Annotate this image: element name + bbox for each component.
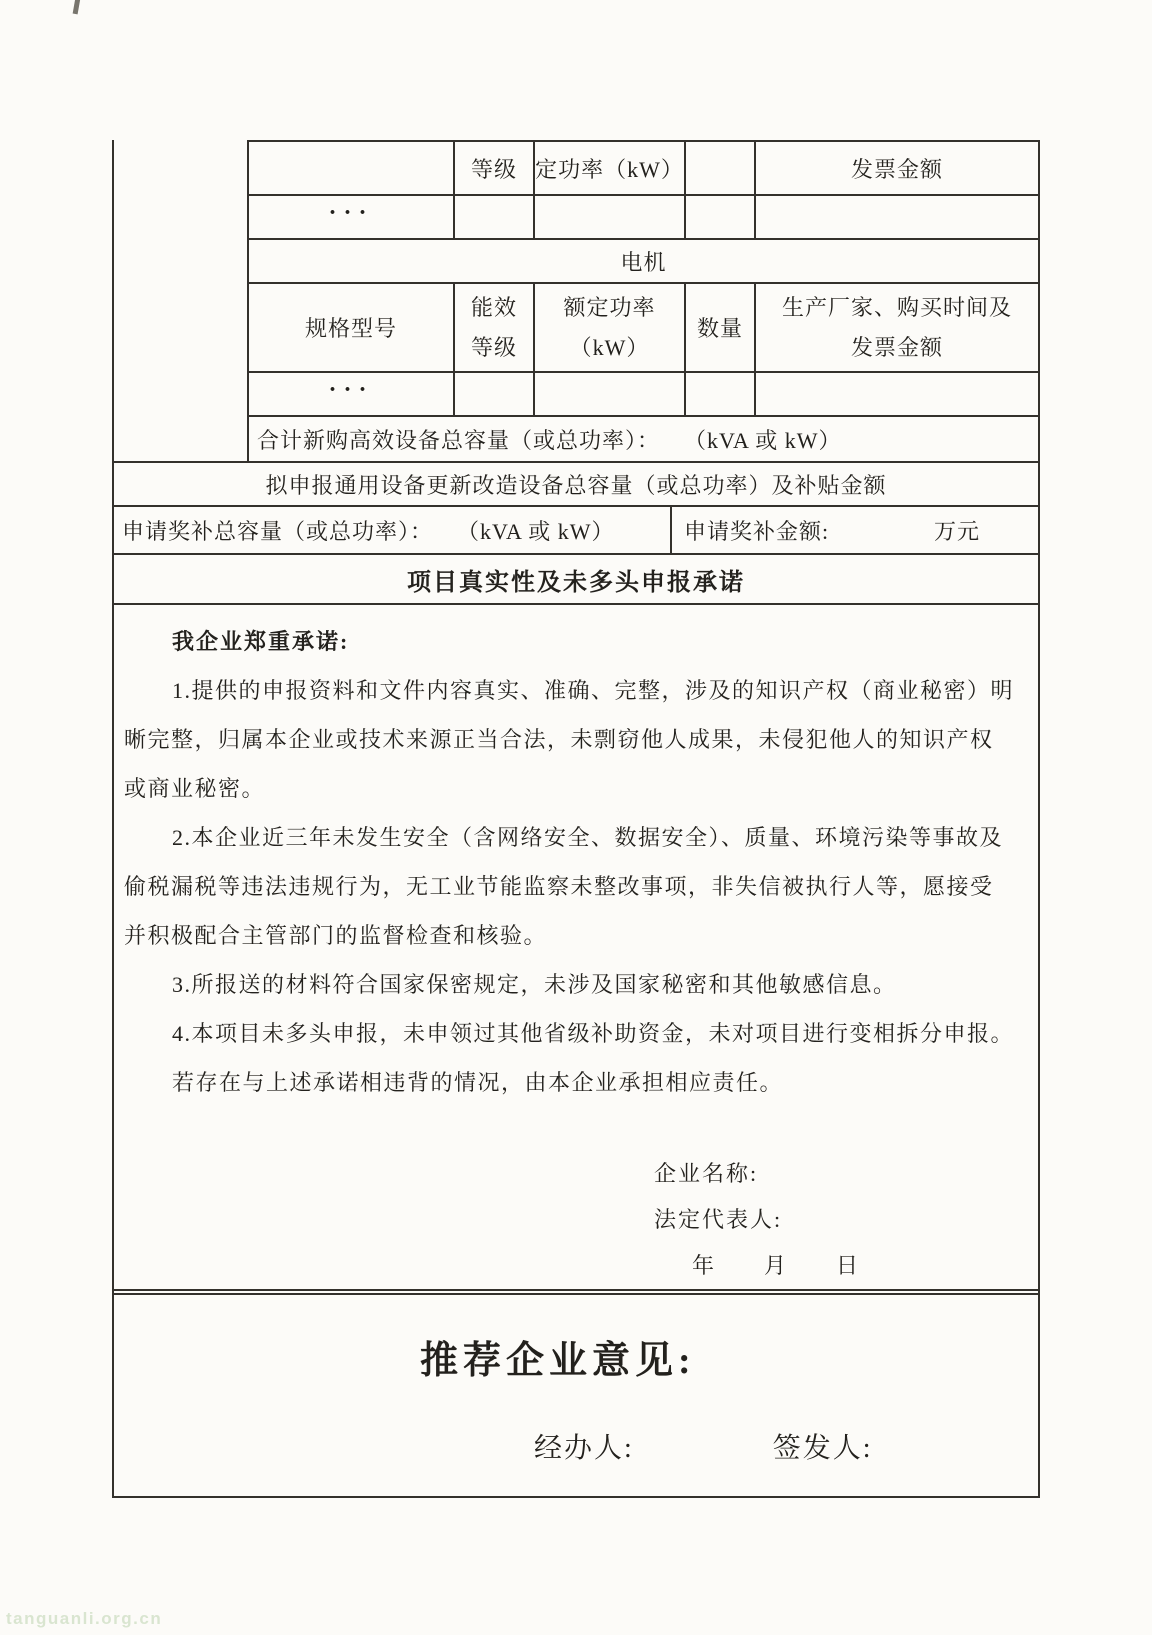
cell-rated-power-header: 定功率（kW） bbox=[533, 142, 684, 194]
recommendation-title: 推荐企业意见: bbox=[420, 1340, 696, 1382]
rated-power-line2: （kW） bbox=[569, 334, 650, 360]
commitment-body bbox=[114, 603, 1038, 1289]
efficiency-line1: 能效 bbox=[470, 294, 517, 320]
commitment-line: 或商业秘密。 bbox=[124, 776, 266, 801]
rated-power-line1: 额定功率 bbox=[563, 294, 656, 320]
legal-representative-label: 法定代表人: bbox=[654, 1207, 783, 1232]
commitment-line: 3.所报送的材料符合国家保密规定，未涉及国家秘密和其他敏感信息。 bbox=[172, 972, 897, 997]
cell-quantity-header: 数量 bbox=[684, 284, 754, 371]
commitment-line: 1.提供的申报资料和文件内容真实、准确、完整，涉及的知识产权（商业秘密）明 bbox=[172, 678, 1015, 703]
cell-empty bbox=[684, 196, 754, 238]
maker-line2: 发票金额 bbox=[850, 334, 943, 360]
site-watermark: tanguanli.org.cn bbox=[6, 1609, 163, 1628]
cell-empty bbox=[453, 373, 533, 415]
commitment-line: 偷税漏税等违法违规行为，无工业节能监察未整改事项，非失信被执行人等，愿接受 bbox=[124, 874, 994, 899]
commitment-line: 若存在与上述承诺相违背的情况，由本企业承担相应责任。 bbox=[172, 1070, 784, 1095]
cell-rated-power-header bbox=[533, 284, 684, 371]
cell-ellipsis: ··· bbox=[328, 376, 374, 403]
cell-empty bbox=[754, 373, 1038, 415]
continued-left-column bbox=[114, 140, 249, 461]
cell-empty bbox=[684, 142, 754, 194]
cell-empty bbox=[533, 196, 684, 238]
subsidy-capacity-label: 申请奖补总容量（或总功率）： （kVA 或 kW） bbox=[114, 507, 672, 553]
issuer-label: 签发人: bbox=[772, 1433, 873, 1464]
recommendation-section bbox=[114, 1293, 1038, 1498]
table-row-ellipsis bbox=[249, 373, 1038, 417]
commitment-line: 4.本项目未多头申报，未申领过其他省级补助资金，未对项目进行变相拆分申报。 bbox=[172, 1021, 1015, 1046]
commitment-line: 2.本企业近三年未发生安全（含网络安全、数据安全）、质量、环境污染等事故及 bbox=[172, 825, 1004, 850]
equipment-table-section bbox=[114, 140, 1038, 461]
recommendation-signatures bbox=[114, 1426, 1038, 1466]
commitment-line: 晰完整，归属本企业或技术来源正当合法，未剽窃他人成果，未侵犯他人的知识产权 bbox=[124, 727, 994, 752]
scan-artifact bbox=[73, 0, 81, 14]
table-row-partial-header bbox=[249, 142, 1038, 196]
cell-empty bbox=[249, 142, 453, 194]
subsidy-amount-cell bbox=[672, 507, 1038, 553]
cell-ellipsis: ··· bbox=[328, 199, 374, 226]
subsidy-amount-unit: 万元 bbox=[933, 518, 980, 544]
cell-empty bbox=[684, 373, 754, 415]
date-line: 年 月 日 bbox=[692, 1253, 861, 1278]
commitment-title: 项目真实性及未多头申报承诺 bbox=[114, 553, 1038, 603]
subsidy-row bbox=[114, 505, 1038, 553]
subsidy-amount-label: 申请奖补金额: bbox=[684, 518, 830, 544]
efficiency-line2: 等级 bbox=[470, 334, 517, 360]
commitment-lead: 我企业郑重承诺: bbox=[172, 629, 350, 654]
table-row-total bbox=[249, 417, 1038, 461]
table-row-motor-title bbox=[249, 240, 1038, 284]
declare-row: 拟申报通用设备更新改造设备总容量（或总功率）及补贴金额 bbox=[114, 461, 1038, 505]
maker-line1: 生产厂家、购买时间及 bbox=[781, 294, 1012, 320]
company-name-label: 企业名称: bbox=[654, 1161, 759, 1186]
cell-empty bbox=[453, 196, 533, 238]
equipment-table bbox=[249, 140, 1038, 461]
table-row-ellipsis bbox=[249, 196, 1038, 240]
cell-maker-header bbox=[754, 284, 1038, 371]
cell-empty bbox=[754, 196, 1038, 238]
cell-empty bbox=[533, 373, 684, 415]
commitment-line: 并积极配合主管部门的监督检查和核验。 bbox=[124, 923, 548, 948]
cell-grade-header: 等级 bbox=[453, 142, 533, 194]
cell-efficiency-header bbox=[453, 284, 533, 371]
cell-invoice-header: 发票金额 bbox=[754, 142, 1038, 194]
cell-model-header: 规格型号 bbox=[304, 316, 397, 341]
handler-label: 经办人: bbox=[534, 1433, 634, 1464]
motor-section-title: 电机 bbox=[620, 249, 667, 275]
application-form bbox=[112, 140, 1040, 1498]
table-row-motor-header bbox=[249, 284, 1038, 373]
total-capacity-label: 合计新购高效设备总容量（或总功率）： （kVA 或 kW） bbox=[257, 427, 842, 453]
